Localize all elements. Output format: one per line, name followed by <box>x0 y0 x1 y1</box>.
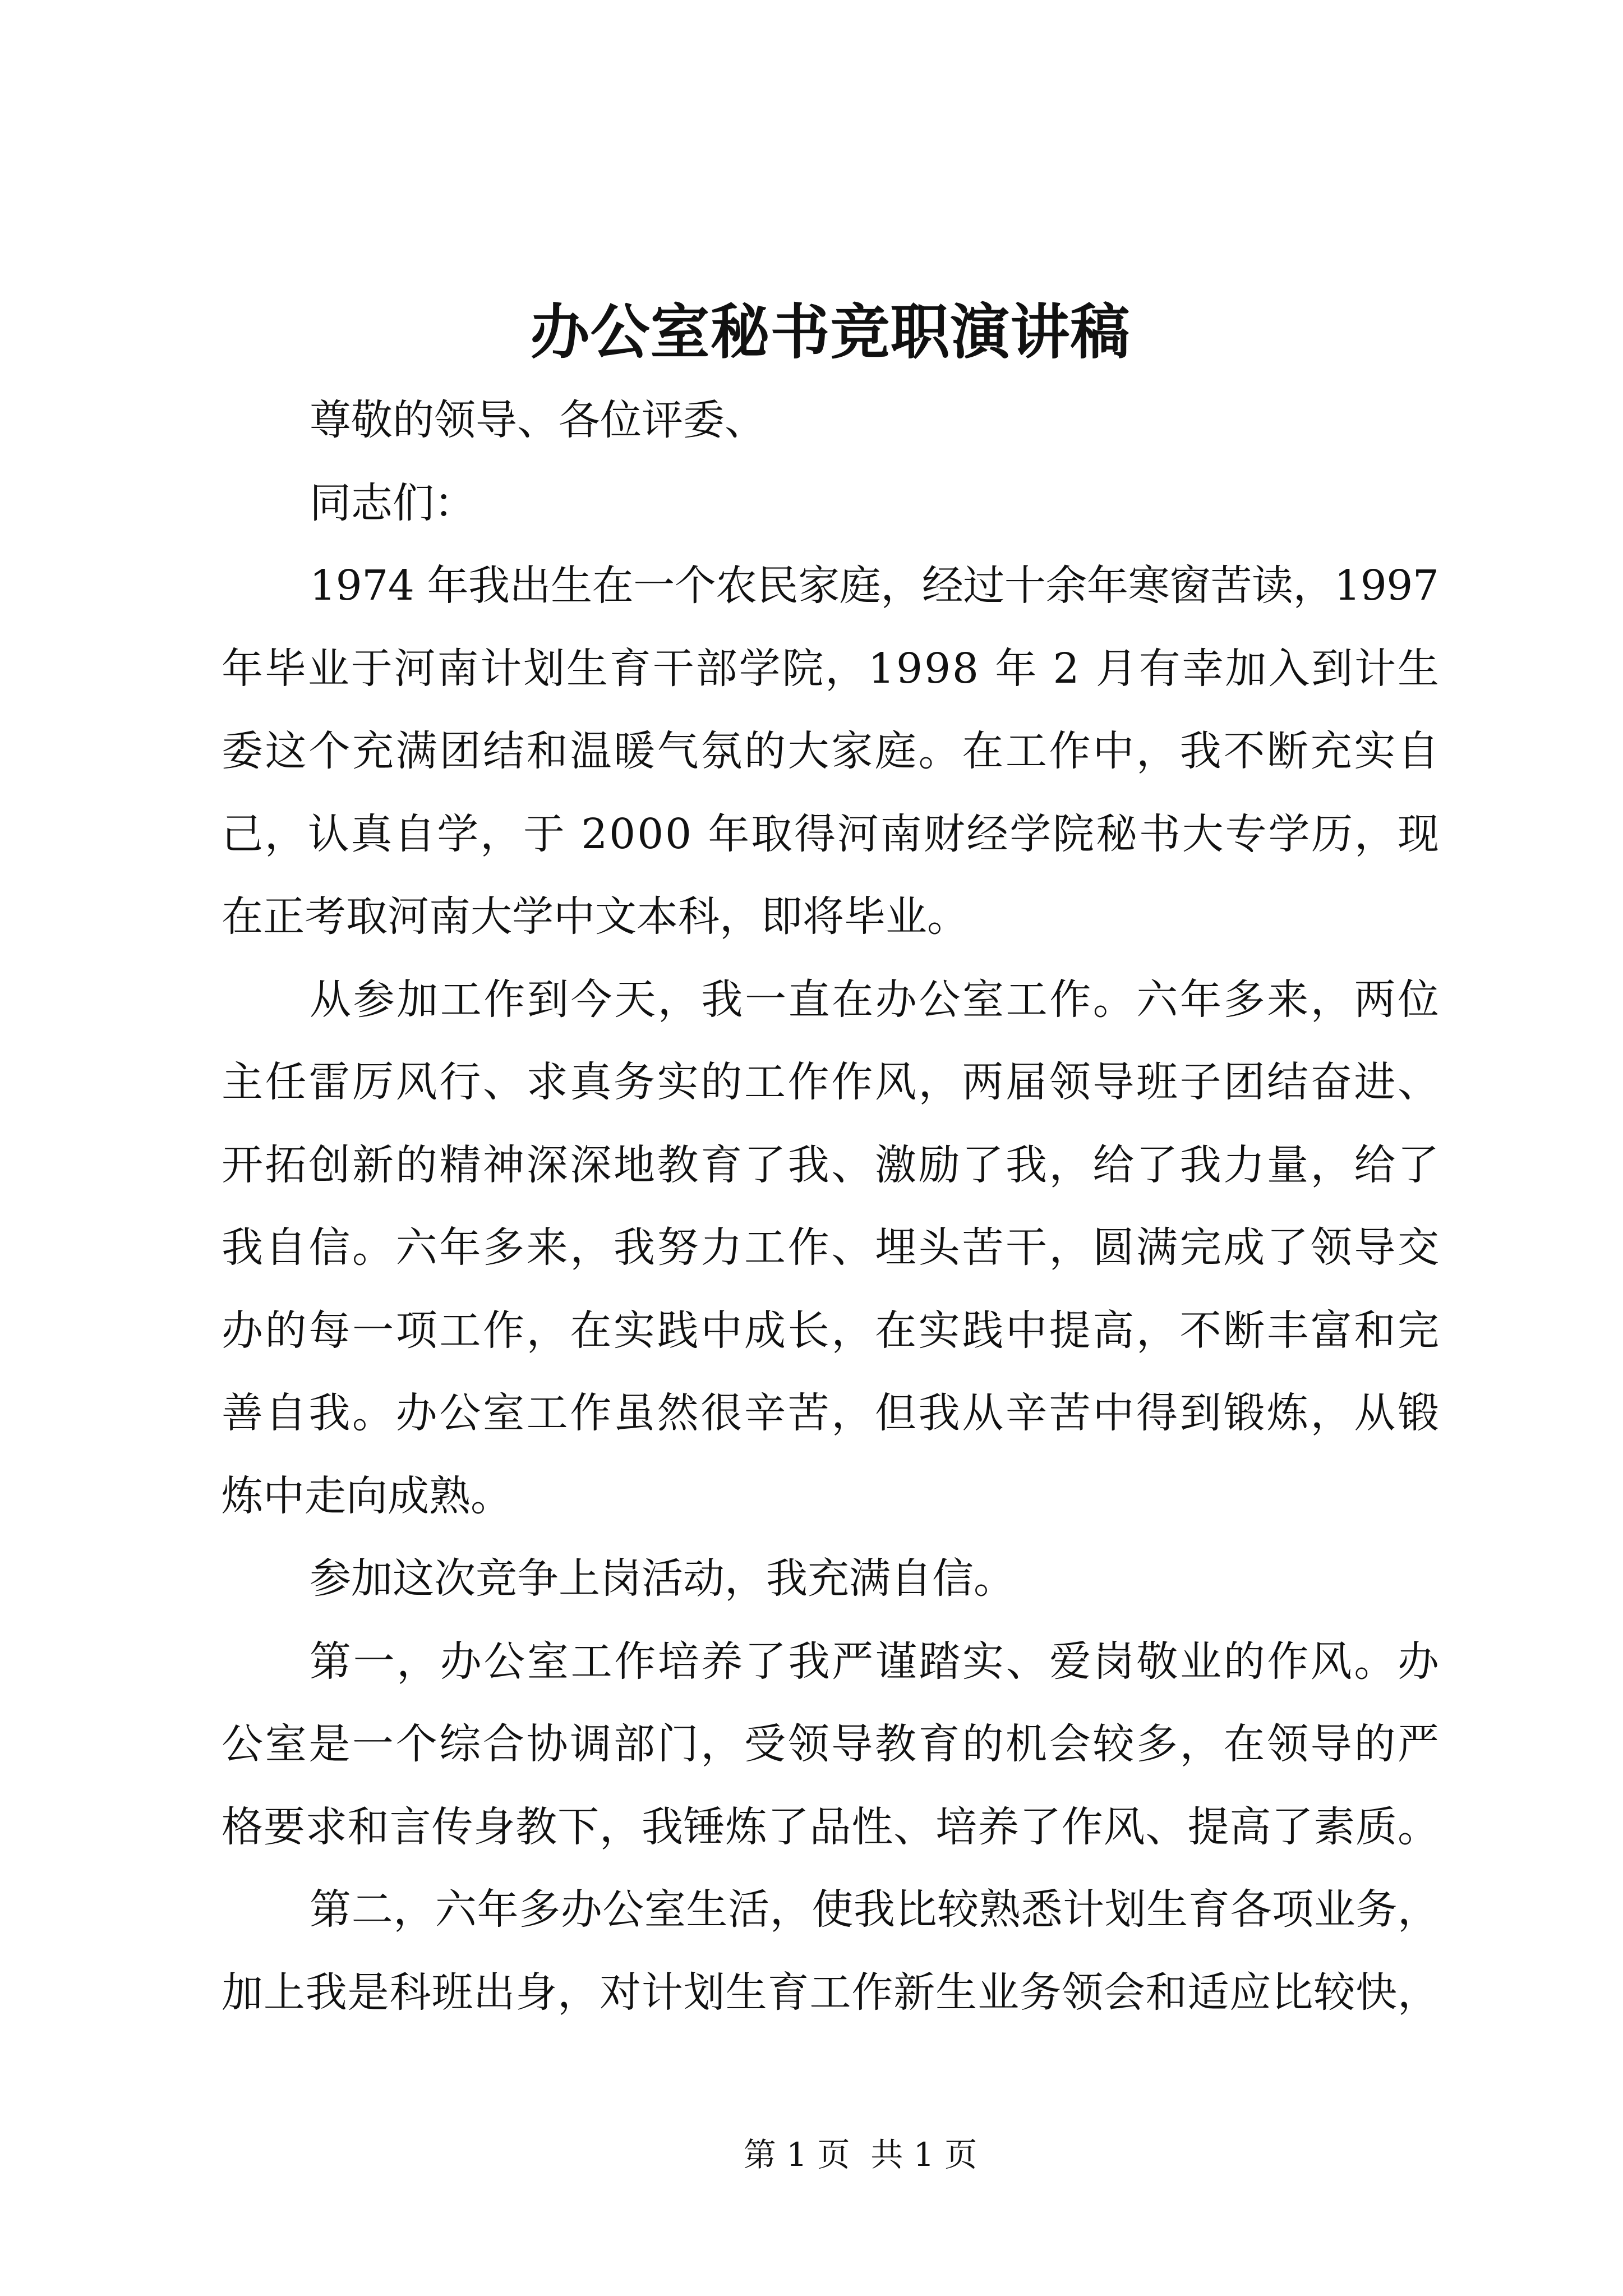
paragraph <box>222 545 1439 959</box>
text-line-content: 1974 年我出生在一个农民家庭，经过十余年寒窗苦读，1997 <box>310 562 1439 610</box>
text-line-content: 年毕业于河南计划生育干部学院，1998 年 2 月有幸加入到计生 <box>222 644 1441 693</box>
text-line-content: 加上我是科班出身，对计划生育工作新生业务领会和适应比较快， <box>222 1968 1440 2017</box>
paragraph <box>222 1869 1439 2034</box>
document-title: 办公室秘书竞职演讲稿 <box>530 297 1131 367</box>
text-line-content: 公室是一个综合协调部门，受领导教育的机会较多，在领导的严 <box>222 1720 1441 1768</box>
text-line <box>222 876 1439 959</box>
text-line-content: 尊敬的领导、各位评委、 <box>310 396 766 444</box>
text-line <box>222 1207 1439 1290</box>
text-line <box>222 379 1439 462</box>
paragraph <box>222 1538 1439 1621</box>
text-line-content: 格要求和言传身教下，我锤炼了品性、培养了作风、提高了素质。 <box>222 1802 1440 1851</box>
text-line <box>222 959 1439 1042</box>
text-line <box>222 1703 1439 1786</box>
text-line <box>222 545 1439 628</box>
paragraph <box>222 959 1439 1538</box>
text-line <box>222 1869 1439 1952</box>
text-line-content: 委这个充满团结和温暖气氛的大家庭。在工作中，我不断充实自 <box>222 727 1441 775</box>
text-line-content: 在正考取河南大学中文本科，即将毕业。 <box>222 892 969 941</box>
text-line-content: 办的每一项工作，在实践中成长，在实践中提高，不断丰富和完 <box>222 1306 1441 1355</box>
paragraph <box>222 462 1439 545</box>
page-footer: 第 1 页 共 1 页 <box>743 2136 978 2174</box>
paragraph <box>222 379 1439 462</box>
text-line-content: 同志们： <box>310 478 476 527</box>
text-line-content: 从参加工作到今天，我一直在办公室工作。六年多来，两位 <box>310 975 1441 1024</box>
text-line <box>222 1372 1439 1455</box>
text-line <box>222 1621 1439 1704</box>
text-line-content: 主任雷厉风行、求真务实的工作作风，两届领导班子团结奋进、 <box>222 1058 1441 1106</box>
document-body <box>222 379 1439 2034</box>
text-line <box>222 1041 1439 1124</box>
text-line <box>222 1538 1439 1621</box>
text-line <box>222 1786 1439 1869</box>
text-line <box>222 793 1439 876</box>
text-line <box>222 1124 1439 1207</box>
text-line-content: 己，认真自学，于 2000 年取得河南财经学院秘书大专学历，现 <box>222 809 1441 858</box>
text-line-content: 第二，六年多办公室生活，使我比较熟悉计划生育各项业务， <box>310 1885 1440 1934</box>
text-line <box>222 1455 1439 1538</box>
text-line-content: 炼中走向成熟。 <box>222 1471 512 1520</box>
text-line-content: 参加这次竞争上岗活动，我充满自信。 <box>310 1554 1015 1603</box>
text-line-content: 开拓创新的精神深深地教育了我、激励了我，给了我力量，给了 <box>222 1140 1441 1189</box>
text-line-content: 我自信。六年多来，我努力工作、埋头苦干，圆满完成了领导交 <box>222 1223 1441 1272</box>
text-line <box>222 462 1439 545</box>
text-line <box>222 710 1439 793</box>
text-line-content: 善自我。办公室工作虽然很辛苦，但我从辛苦中得到锻炼，从锻 <box>222 1389 1441 1437</box>
paragraph <box>222 1621 1439 1869</box>
text-line-content: 第一，办公室工作培养了我严谨踏实、爱岗敬业的作风。办 <box>310 1637 1441 1686</box>
text-line <box>222 1952 1439 2035</box>
text-line <box>222 1290 1439 1373</box>
text-line <box>222 628 1439 711</box>
